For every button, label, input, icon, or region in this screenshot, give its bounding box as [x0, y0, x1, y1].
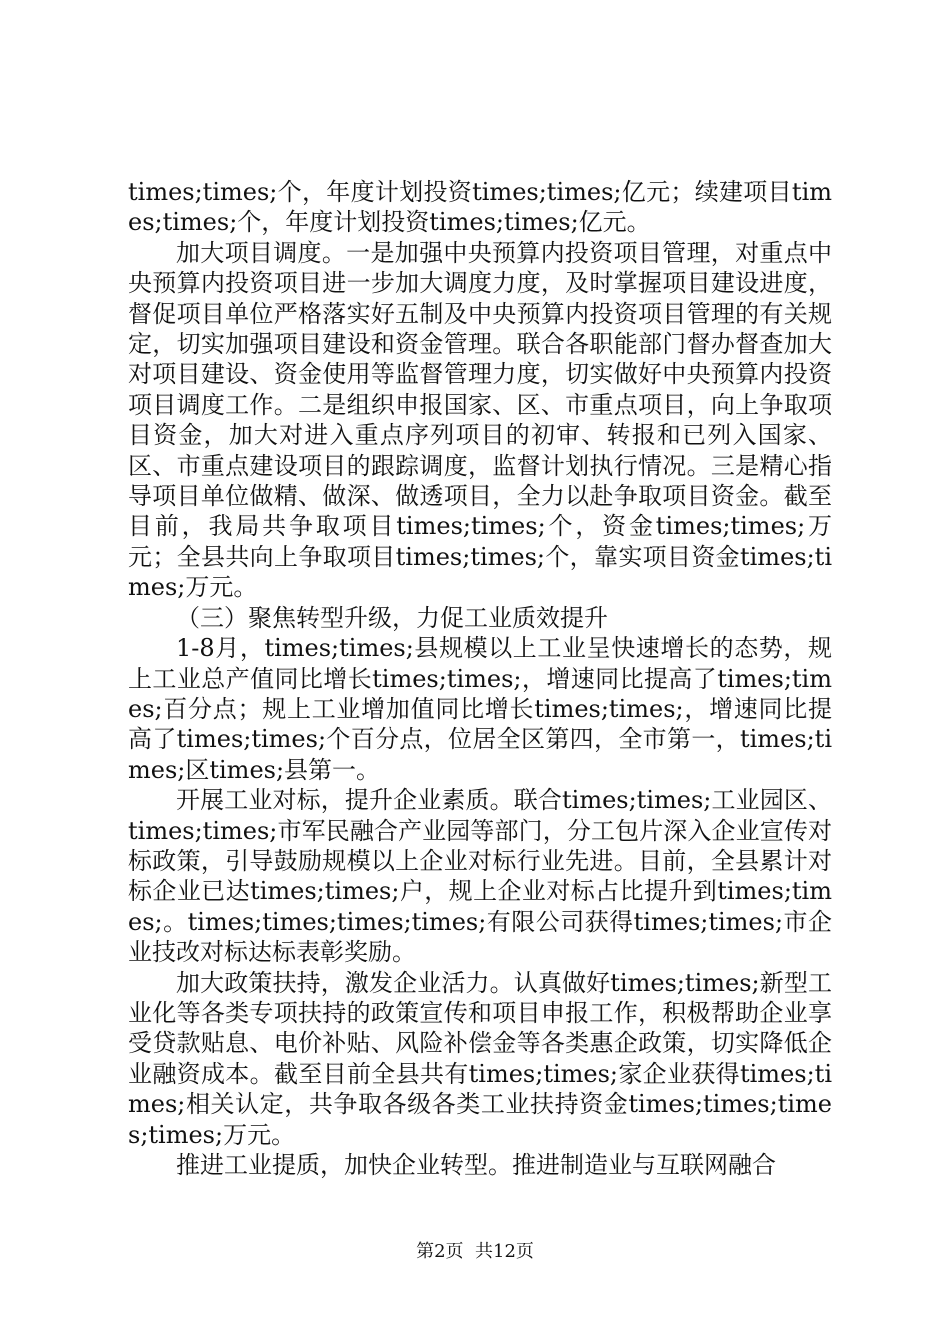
document-body	[128, 177, 832, 1180]
paragraph-continuation: times;times;个，年度计划投资times;times;亿元；续建项目times;times;个，年度计划投资times;times;亿元。	[128, 178, 832, 237]
paragraph-policy-support: 加大政策扶持，激发企业活力。认真做好times;times;新型工业化等各类专项扶持的政策宣传和项目申报工作，积极帮助企业享受贷款贴息、电价补贴、风险补偿金等各类惠企政策，切实降低企业融资成本。截至目前全县共有times;times;家企业获得times;times;相关认定，共争取各级各类工业扶持资金times;times;times;times;万元。	[128, 968, 832, 1149]
section-heading-three: （三）聚焦转型升级，力促工业质效提升	[176, 603, 608, 632]
page-footer	[0, 1240, 950, 1264]
paragraph-project-scheduling: 加大项目调度。一是加强中央预算内投资项目管理，对重点中央预算内投资项目进一步加大调度力度，及时掌握项目建设进度，督促项目单位严格落实好五制及中央预算内投资项目管理的有关规定，切实加强项目建设和资金管理。联合各职能部门督办督查加大对项目建设、资金使用等监督管理力度，切实做好中央预算内投资项目调度工作。二是组织申报国家、区、市重点项目，向上争取项目资金，加大对进入重点序列项目的初审、转报和已列入国家、区、市重点建设项目的跟踪调度，监督计划执行情况。三是精心指导项目单位做精、做深、做透项目，全力以赴争取项目资金。截至目前，我局共争取项目times;times;个，资金times;times;万元；全县共向上争取项目times;times;个，靠实项目资金times;times;万元。	[128, 238, 832, 602]
paragraph-industrial-upgrade: 推进工业提质，加快企业转型。推进制造业与互联网融合	[176, 1151, 776, 1179]
paragraph-industrial-growth: 1-8月，times;times;县规模以上工业呈快速增长的态势，规上工业总产值同比增长times;times;，增速同比提高了times;times;百分点；规上工业增加值同比增长times;times;，增速同比提高了times;times;个百分点，位居全区第四，全市第一，times;times;区times;县第一。	[128, 634, 832, 784]
page-number-label: 第2页 共12页	[416, 1241, 534, 1262]
paragraph-benchmarking: 开展工业对标，提升企业素质。联合times;times;工业园区、times;times;市军民融合产业园等部门，分工包片深入企业宣传对标政策，引导鼓励规模以上企业对标行业先进。目前，全县累计对标企业已达times;times;户，规上企业对标占比提升到times;times;。times;times;times;times;有限公司获得times;times;市企业技改对标达标表彰奖励。	[128, 786, 832, 967]
